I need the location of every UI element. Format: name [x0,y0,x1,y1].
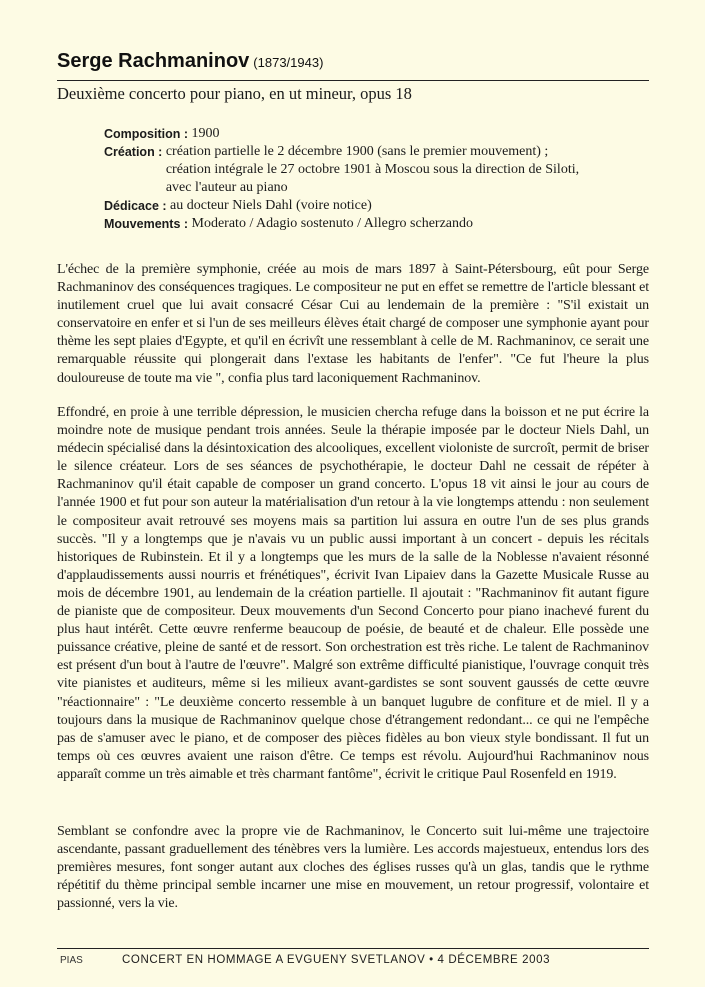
detail-dedication [104,197,644,215]
body-paragraph: L'échec de la première symphonie, créée au mois de mars 1897 à Saint-Pétersbourg, eût pour Serge Rachmaninov des conséquences tragiques. Le compositeur ne put en effet se remettre de l'article blessant et inutilement cruel que lui avait consacré César Cui au lendemain de la première : "S'il existait un conservatoire en enfer et si l'un de ses meilleurs élèves était chargé de composer une symphonie ayant pour thème les sept plaies d'Egypte, et qu'il en écrivît une ressemblant à celle de M. Rachmaninov, ce serait une remarquable réussite qui plongerait dans l'extase les habitants de l'enfer". "Ce fut l'heure la plus douloureuse de toute ma vie ", confia plus tard laconiquement Rachmaninov. [57,262,649,386]
detail-value: Moderato / Adagio sostenuto / Allegro scherzando [191,216,474,231]
detail-movements [104,215,644,233]
page-title [57,50,649,73]
composer-dates: (1873/1943) [253,55,324,70]
detail-value: avec l'auteur au piano [165,180,288,195]
footer-label: PIAS [60,955,83,966]
footer-divider [57,948,649,949]
detail-composition [104,125,644,143]
work-details [104,125,644,233]
detail-label: Composition : [104,127,192,141]
detail-value: création intégrale le 27 octobre 1901 à Moscou sous la direction de Siloti, [165,162,580,177]
body-paragraph: Effondré, en proie à une terrible dépression, le musicien chercha refuge dans la boisson et ne put écrire la moindre note de musique pendant trois années. Seule la thérapie imposée par le docteur Niels Dahl, un médecin spécialisé dans la désintoxication des alcooliques, excellent violoniste de surcroît, permit de briser le silence créateur. Lors de ses séances de psychothérapie, le docteur Dahl ne cessait de répéter à Rachmaninov qu'il était capable de composer un grand concerto. L'opus 18 vit ainsi le jour au cours de l'année 1900 et fut pour son auteur la matérialisation d'un retour à la vie longtemps attendu : non seulement le compositeur avait retrouvé ses moyens mais sa partition lui assura en outre l'un de ses plus grands succès. "Il y a longtemps que je n'avais vu un public aussi important à un concert - depuis les récitals historiques de Rubinstein. Et il y a longtemps que les murs de la salle de la Noblesse n'avaient résonné d'applaudissements aussi nourris et frénétiques", écrivit Ivan Lipaiev dans la Gazette Musicale Russe au mois de décembre 1901, au lendemain de la création partielle. Il ajoutait : "Rachmaninov fit autant figure de pianiste que de compositeur. Deux mouvements d'un Second Concerto pour piano inachevé furent du plus haut intérêt. Cette œuvre renferme beaucoup de poésie, de beauté et de chaleur. Elle possède une puissance créative, pleine de santé et de ressort. Son orchestration est très riche. Le talent de Rachmaninov est présent d'un bout à l'autre de l'œuvre". Malgré son extrême difficulté pianistique, l'ouvrage conquit très vite pianistes et auditeurs, même si les milieux avant-gardistes se sont souvent gaussés de cette œuvre "réactionnaire" : "Le deuxième concerto ressemble à un banquet lugubre de confiture et de miel. Il y a toujours dans la musique de Rachmaninov quelque chose d'étrangement redondant... ce qui ne l'empêche pas de s'amuser avec le piano, et de composer des pièces fidèles au bon vieux style bondissant. Il fut un temps où ces œuvres avaient une raison d'être. Ce temps est révolu. Aujourd'hui Rachmaninov nous apparaît comme un très aimable et très charmant fantôme", écrivit le critique Paul Rosenfeld en 1919. [57,405,649,782]
detail-value: 1900 [191,126,220,141]
footer-event-title: CONCERT EN HOMMAGE A EVGUENY SVETLANOV • 4 DÉCEMBRE 2003 [122,954,551,966]
detail-value: au docteur Niels Dahl (voire notice) [170,198,372,213]
detail-label: Dédicace : [104,199,171,213]
detail-label: Création : [104,145,166,159]
work-title: Deuxième concerto pour piano, en ut mineur, opus 18 [57,84,412,103]
title-divider [57,80,649,81]
body-paragraph: Semblant se confondre avec la propre vie de Rachmaninov, le Concerto suit lui-même une trajectoire ascendante, passant graduellement des ténèbres vers la lumière. Les accords majestueux, entendus lors des premières mesures, font songer autant aux cloches des églises russes qu'à un glas, tandis que le rythme répétitif du thème principal semble incarner une mise en mouvement, un retour progressif, volontaire et passionné, vers la vie. [57,824,649,912]
detail-creation [104,143,644,197]
detail-value: création partielle le 2 décembre 1900 (sans le premier mouvement) ; [165,144,549,159]
composer-name: Serge Rachmaninov [57,50,250,72]
detail-label: Mouvements : [104,217,192,231]
